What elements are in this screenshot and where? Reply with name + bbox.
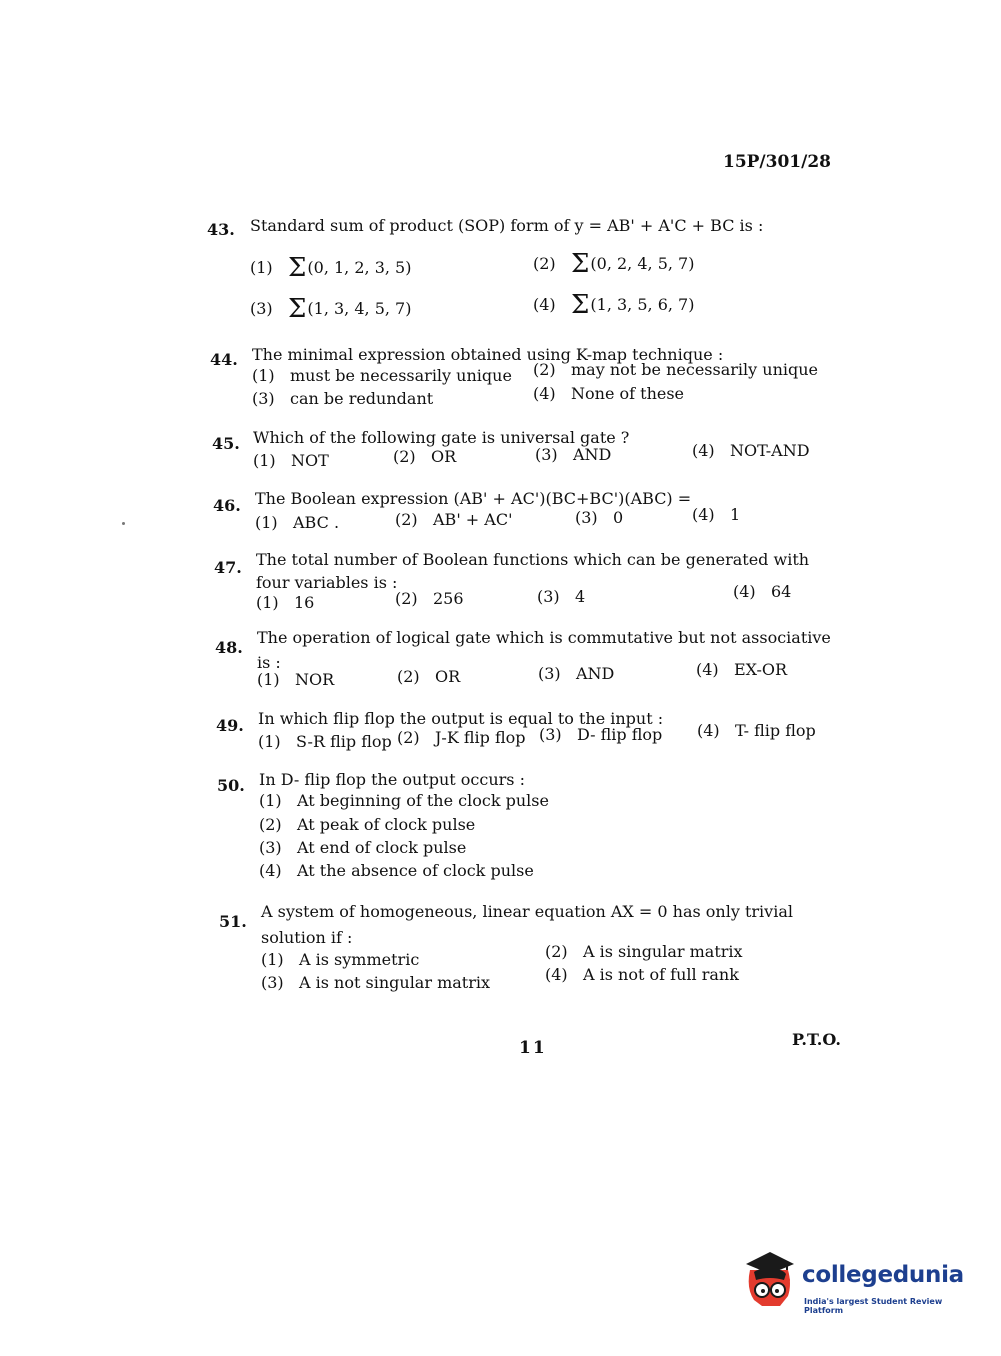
question-text: In D- flip flop the output occurs : <box>259 770 525 789</box>
option-2: (2) may not be necessarily unique <box>533 360 818 379</box>
question-number: 49. <box>216 716 244 735</box>
question-text: A system of homogeneous, linear equation AX = 0 has only trivial <box>261 902 793 921</box>
option-2: (2) OR <box>393 447 457 466</box>
question-number: 47. <box>214 558 242 577</box>
question-number: 46. <box>213 496 241 515</box>
option-2: (2) OR <box>397 667 461 686</box>
question-text-continued: is : <box>257 653 281 672</box>
option-4: (4) EX-OR <box>696 660 788 679</box>
question-text: Which of the following gate is universal gate ? <box>253 428 630 447</box>
paper-code: 15P/301/28 <box>722 152 831 172</box>
question-number: 51. <box>219 912 247 931</box>
scan-speck <box>122 522 125 525</box>
collegedunia-logo[interactable] <box>740 1250 980 1320</box>
option-1: (1) 16 <box>256 593 315 612</box>
question-text-continued: solution if : <box>261 928 353 947</box>
option-2: (2) AB' + AC' <box>395 510 513 529</box>
option-3: (3) A is not singular matrix <box>261 973 491 992</box>
option-2: (2) 256 <box>395 589 464 608</box>
option-4: (4) None of these <box>533 384 685 403</box>
page-number: 11 <box>519 1038 547 1058</box>
option-1: (1) NOR <box>257 670 335 689</box>
option-3: (3) 4 <box>537 587 586 606</box>
question-number: 44. <box>210 350 238 369</box>
option-1: (1) NOT <box>253 451 329 470</box>
question-text: The minimal expression obtained using K-map technique : <box>252 345 724 364</box>
option-4: (4) At the absence of clock pulse <box>259 861 534 880</box>
option-4: (4) T- flip flop <box>697 721 816 740</box>
question-text-continued: four variables is : <box>256 573 398 592</box>
question-text: The total number of Boolean functions which can be generated with <box>256 550 810 569</box>
option-4: (4) Σ(1, 3, 5, 6, 7) <box>533 290 695 320</box>
option-3: (3) AND <box>538 664 615 683</box>
option-2: (2) Σ(0, 2, 4, 5, 7) <box>533 249 695 279</box>
option-3: (3) D- flip flop <box>539 725 663 744</box>
question-text: The operation of logical gate which is commutative but not associative <box>257 628 831 647</box>
option-4: (4) 1 <box>692 505 741 524</box>
option-4: (4) NOT-AND <box>692 441 810 460</box>
question-text: The Boolean expression (AB' + AC')(BC+BC')(ABC) = <box>255 489 692 508</box>
option-3: (3) AND <box>535 445 612 464</box>
option-3: (3) can be redundant <box>252 389 434 408</box>
option-2: (2) At peak of clock pulse <box>259 815 476 834</box>
question-number: 50. <box>217 776 245 795</box>
option-4: (4) 64 <box>733 582 792 601</box>
option-2: (2) A is singular matrix <box>545 942 743 961</box>
graduate-mascot-icon <box>740 1250 800 1312</box>
option-1: (1) At beginning of the clock pulse <box>259 791 549 810</box>
question-number: 45. <box>212 434 240 453</box>
option-1: (1) A is symmetric <box>261 950 420 969</box>
option-4: (4) A is not of full rank <box>545 965 739 984</box>
pto-label: P.T.O. <box>792 1030 841 1049</box>
option-1: (1) Σ(0, 1, 2, 3, 5) <box>250 253 412 283</box>
option-2: (2) J-K flip flop <box>397 728 526 747</box>
logo-wordmark: collegedunia <box>802 1262 964 1288</box>
option-3: (3) At end of clock pulse <box>259 838 467 857</box>
logo-tagline: India's largest Student Review Platform <box>804 1297 943 1315</box>
question-text: Standard sum of product (SOP) form of y = AB' + A'C + BC is : <box>250 216 764 235</box>
option-3: (3) Σ(1, 3, 4, 5, 7) <box>250 294 412 324</box>
question-number: 48. <box>215 638 243 657</box>
question-text: In which flip flop the output is equal to the input : <box>258 709 664 728</box>
option-1: (1) must be necessarily unique <box>252 366 512 385</box>
option-1: (1) S-R flip flop <box>258 732 392 751</box>
option-1: (1) ABC . <box>255 513 340 532</box>
option-3: (3) 0 <box>575 508 624 527</box>
question-number: 43. <box>207 220 235 239</box>
